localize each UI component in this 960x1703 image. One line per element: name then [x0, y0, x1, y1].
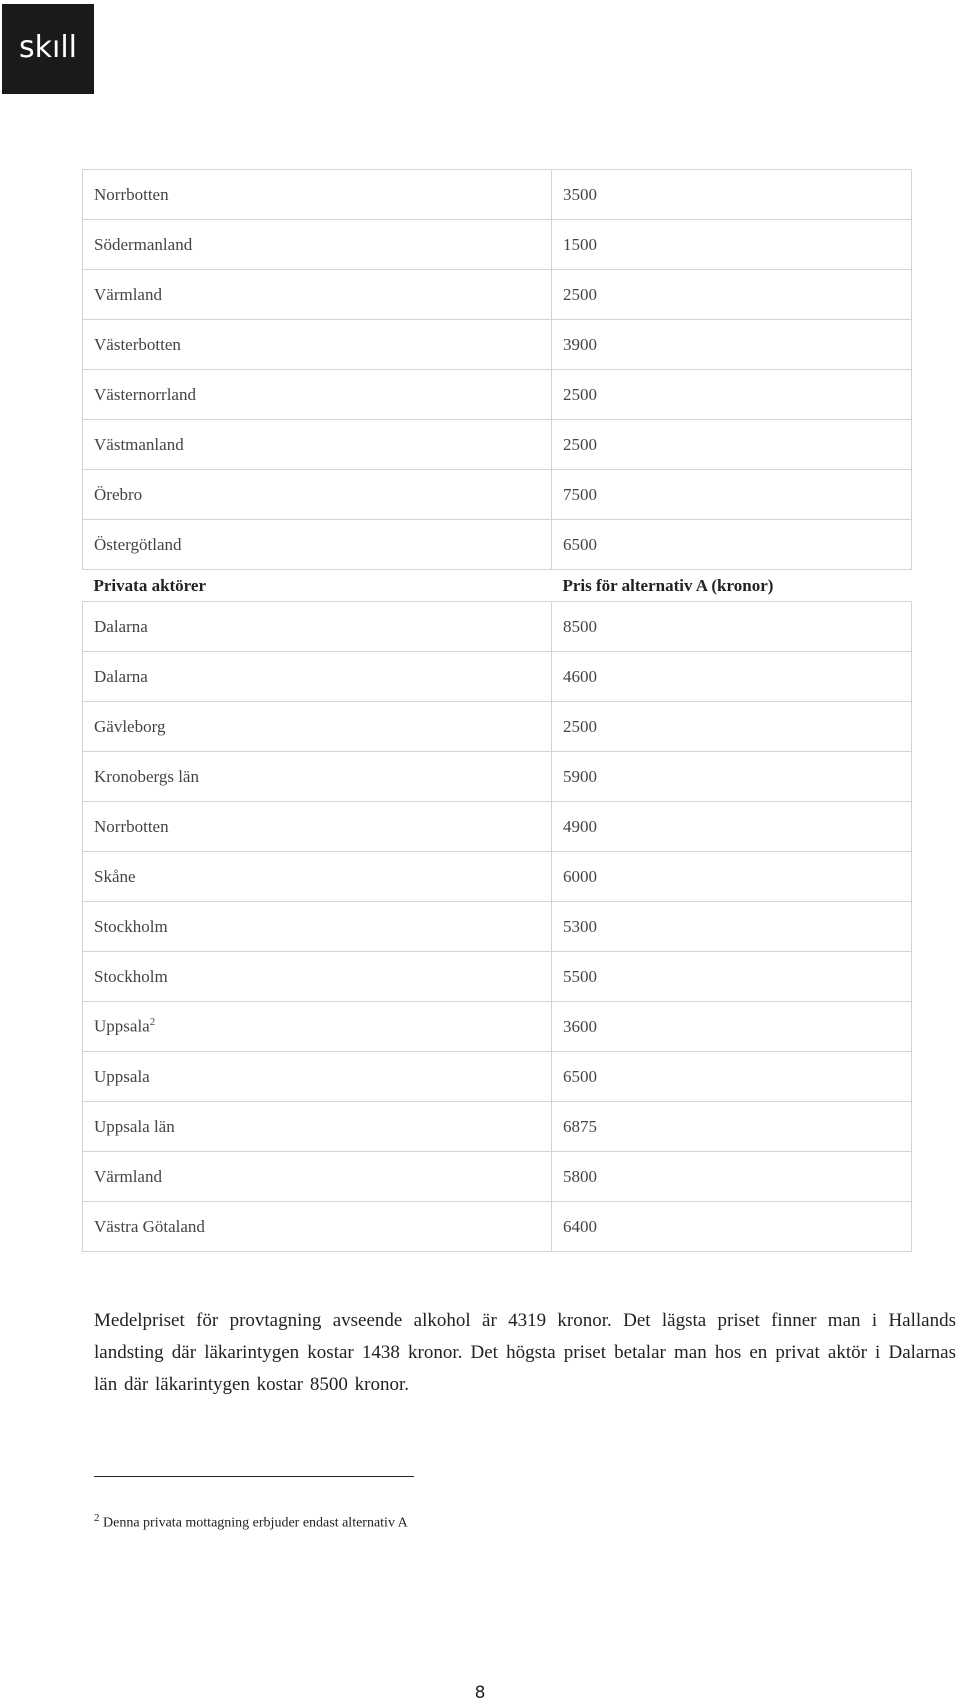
table-row	[83, 520, 912, 570]
table-row	[83, 1202, 912, 1252]
logo-text: skıll	[18, 29, 77, 65]
table-row	[83, 420, 912, 470]
region-cell: Västmanland	[83, 420, 552, 470]
price-cell: 6000	[552, 852, 912, 902]
region-cell: Stockholm	[83, 952, 552, 1002]
region-cell: Västra Götaland	[83, 1202, 552, 1252]
region-cell: Västernorrland	[83, 370, 552, 420]
footnote	[94, 1512, 408, 1532]
region-cell: Värmland	[83, 1152, 552, 1202]
table-row	[83, 702, 912, 752]
table-row	[83, 1152, 912, 1202]
region-name: Uppsala	[94, 1016, 150, 1036]
price-cell: 6875	[552, 1102, 912, 1152]
price-cell: 6400	[552, 1202, 912, 1252]
region-cell: Södermanland	[83, 220, 552, 270]
region-cell: Dalarna	[83, 652, 552, 702]
price-cell: 4900	[552, 802, 912, 852]
price-cell: 5300	[552, 902, 912, 952]
summary-paragraph: Medelpriset för provtagning avseende alkohol är 4319 kronor. Det lägsta priset finner man i Hallands landsting där läkarintygen kostar 1438 kronor. Det högsta priset betalar man hos en privat aktör i Dalarnas län där läkarintygen kostar 8500 kronor.	[94, 1310, 956, 1395]
region-cell: Stockholm	[83, 902, 552, 952]
region-cell: Kronobergs län	[83, 752, 552, 802]
table-row	[83, 1052, 912, 1102]
price-cell: 5500	[552, 952, 912, 1002]
table-row	[83, 270, 912, 320]
table-row	[83, 652, 912, 702]
header-private-actors: Privata aktörer	[83, 570, 552, 602]
table-row	[83, 802, 912, 852]
table-row	[83, 370, 912, 420]
region-cell: Örebro	[83, 470, 552, 520]
footnote-text: Denna privata mottagning erbjuder endast alternativ A	[103, 1515, 408, 1531]
price-cell: 3900	[552, 320, 912, 370]
region-cell: Uppsala	[83, 1052, 552, 1102]
price-cell: 5800	[552, 1152, 912, 1202]
region-cell: Skåne	[83, 852, 552, 902]
skill-logo	[2, 4, 94, 94]
header-price-alternative-a: Pris för alternativ A (kronor)	[552, 570, 912, 602]
region-cell: Gävleborg	[83, 702, 552, 752]
footnote-divider	[94, 1476, 414, 1477]
table-header-row	[83, 570, 912, 602]
table-row	[83, 220, 912, 270]
table-row	[83, 752, 912, 802]
price-cell: 2500	[552, 370, 912, 420]
table-row	[83, 1002, 912, 1052]
footnote-ref[interactable]: 2	[149, 1016, 156, 1029]
table-row	[83, 602, 912, 652]
region-cell: Norrbotten	[83, 170, 552, 220]
price-cell: 5900	[552, 752, 912, 802]
price-cell: 2500	[552, 420, 912, 470]
region-cell: Dalarna	[83, 602, 552, 652]
table-row	[83, 902, 912, 952]
price-cell: 2500	[552, 702, 912, 752]
table-row	[83, 320, 912, 370]
price-cell: 6500	[552, 1052, 912, 1102]
footnote-marker: 2	[94, 1512, 100, 1524]
price-cell: 6500	[552, 520, 912, 570]
region-cell-with-footnote	[83, 1002, 552, 1052]
region-cell: Östergötland	[83, 520, 552, 570]
table-row	[83, 470, 912, 520]
table-row	[83, 1102, 912, 1152]
region-cell: Värmland	[83, 270, 552, 320]
price-table	[82, 169, 912, 1252]
region-cell: Norrbotten	[83, 802, 552, 852]
price-cell: 2500	[552, 270, 912, 320]
price-cell: 3600	[552, 1002, 912, 1052]
table-row	[83, 170, 912, 220]
region-cell: Uppsala län	[83, 1102, 552, 1152]
page-number: 8	[474, 1683, 486, 1703]
price-cell: 1500	[552, 220, 912, 270]
price-cell: 7500	[552, 470, 912, 520]
table-row	[83, 852, 912, 902]
price-cell: 3500	[552, 170, 912, 220]
price-cell: 4600	[552, 652, 912, 702]
region-cell: Västerbotten	[83, 320, 552, 370]
table-row	[83, 952, 912, 1002]
price-cell: 8500	[552, 602, 912, 652]
